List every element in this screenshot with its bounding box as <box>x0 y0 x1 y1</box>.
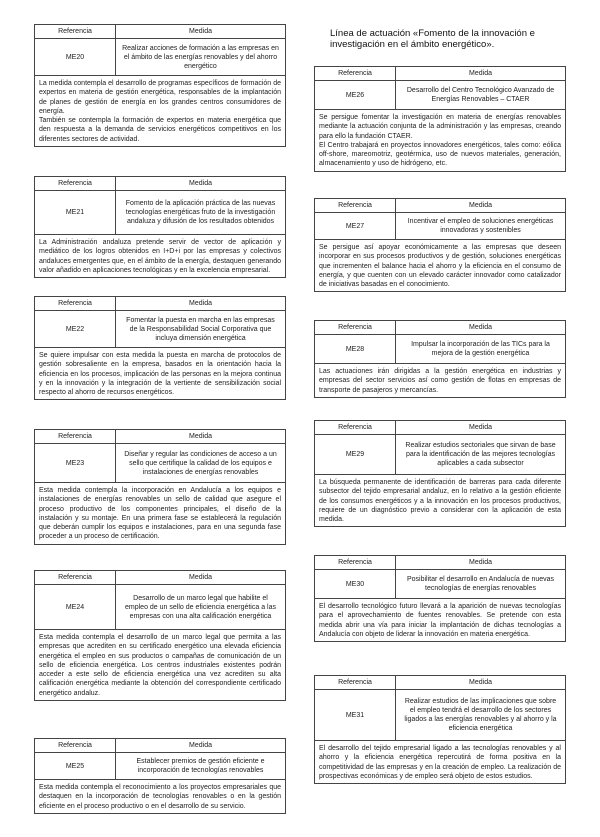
description-paragraph: La medida contempla el desarrollo de programas específicos de formación de expertos en materia de gestión energética, responsables de la implantación de planes de gestión de energía en los grandes centros consumidores de energía. <box>39 80 281 115</box>
ref-header: Referencia <box>315 321 396 334</box>
measure-block-me28 <box>314 320 566 398</box>
measure-row <box>35 39 285 76</box>
ref-header: Referencia <box>315 421 396 434</box>
description-paragraph: El Centro trabajará en proyectos innovadores energéticos, tales como: eólica off-shore, mareomotriz, geotérmica, uso de nuevos materiales, generación, almacenamiento y uso de hidrógeno, etc. <box>319 141 561 168</box>
med-header: Medida <box>189 300 212 307</box>
measure-row <box>35 191 285 235</box>
measure-title: Fomento de la aplicación práctica de las nuevas tecnologías energéticas fruto de la investigación andaluza y difusión de los resultados obtenidos <box>125 200 276 225</box>
measure-block-me23 <box>34 429 286 545</box>
ref-header: Referencia <box>35 297 116 310</box>
ref-header: Referencia <box>35 571 116 584</box>
measure-description <box>35 780 285 813</box>
measure-description <box>35 630 285 700</box>
med-header: Medida <box>189 574 212 581</box>
measure-row <box>315 81 565 110</box>
measure-block-me30 <box>314 555 566 642</box>
measure-code: ME23 <box>35 444 116 482</box>
measure-block-me21 <box>34 176 286 278</box>
measure-row <box>315 213 565 240</box>
measure-block-me20 <box>34 24 286 147</box>
measure-code: ME29 <box>315 435 396 474</box>
table-header <box>35 739 285 753</box>
measure-block-me24 <box>34 570 286 701</box>
measure-row <box>35 444 285 483</box>
measure-description <box>315 240 565 291</box>
ref-header: Referencia <box>315 556 396 569</box>
measure-row <box>35 585 285 630</box>
measure-title: Realizar estudios sectoriales que sirvan de base para la identificación de las mejores tecnologías aplicables a cada subsector <box>405 442 556 467</box>
description-paragraph: Se persigue fomentar la investigación en materia de energías renovables mediante la actuación conjunta de la administración y las empresas, creando para ello la fundación CTAER. <box>319 114 561 140</box>
description-paragraph: Las actuaciones irán dirigidas a la gestión energética en industrias y empresas del sector servicios así como gestión de flotas en empresas de transporte de pasajeros y mercancías. <box>319 368 561 394</box>
med-header: Medida <box>189 28 212 35</box>
ref-header: Referencia <box>315 199 396 212</box>
measure-title: Diseñar y regular las condiciones de acceso a un sello que certifique la calidad de los equipos e instalaciones de energías renovables <box>124 450 277 476</box>
measure-description <box>315 599 565 641</box>
measure-row <box>315 435 565 475</box>
med-header: Medida <box>469 202 492 209</box>
table-header <box>315 67 565 81</box>
med-header: Medida <box>469 70 492 77</box>
med-header: Medida <box>189 433 212 440</box>
measure-code: ME30 <box>315 570 396 598</box>
description-paragraph: Esta medida contempla el desarrollo de un marco legal que permita a las empresas que acrediten en su certificado energético una elevada eficiencia energética el empleo en sus productos o campañas de comunicación de un sello de eficiencia energética. Los centros industriales existentes podrán acceder a este sello de eficiencia energética una vez acrediten su alta calificación energética mediante la obtención del correspondiente certificado energético andaluz. <box>39 634 281 697</box>
measure-title: Establecer premios de gestión eficiente e incorporación de tecnologías renovables <box>136 758 265 774</box>
table-header <box>315 199 565 213</box>
description-paragraph: Se persigue así apoyar económicamente a las empresas que deseen incorporar en sus procesos productivos y de gestión, soluciones energéticas que incrementen el balance hacia el ahorro y la eficiencia en el consumo de energía, y que cuenten con un elevado carácter innovador como catalizador de iniciativas basadas en el conocimiento. <box>319 244 561 289</box>
measure-title: Realizar estudios de las implicaciones que sobre el empleo tendrá el desarrollo de los sectores ligados a las energías renovables y al ahorro y la eficiencia energética <box>404 698 557 732</box>
measure-code: ME21 <box>35 191 116 234</box>
section-title: Línea de actuación «Fomento de la innovación e investigación en el ámbito energético». <box>330 28 535 50</box>
measure-title: Posibilitar el desarrollo en Andalucía de nuevas tecnologías de energías renovables <box>406 576 555 592</box>
measure-title: Incentivar el empleo de soluciones energéticas innovadoras y sostenibles <box>407 218 554 234</box>
ref-header: Referencia <box>315 67 396 80</box>
ref-header: Referencia <box>35 430 116 443</box>
measure-code: ME22 <box>35 311 116 347</box>
measure-block-me29 <box>314 420 566 527</box>
measure-description <box>315 110 565 171</box>
measure-description <box>35 76 285 146</box>
table-header <box>35 297 285 311</box>
ref-header: Referencia <box>35 25 116 38</box>
measure-description <box>35 235 285 277</box>
description-paragraph: El desarrollo tecnológico futuro llevará a la aparición de nuevas tecnologías para el aprovechamiento de fuentes renovables. Se pretende con esta medida abrir una vía para iniciar la implantación de dichas tecnologías a Andalucía con objeto de liderar la innovación en materia energética. <box>319 603 561 638</box>
measure-description <box>315 741 565 783</box>
measure-code: ME24 <box>35 585 116 629</box>
table-header <box>35 571 285 585</box>
table-header <box>35 430 285 444</box>
measure-title: Fomentar la puesta en marcha en las empresas de la Responsabilidad Social Corporativa que incluya dimensión energética <box>126 316 275 342</box>
measure-row <box>35 753 285 780</box>
med-header: Medida <box>469 324 492 331</box>
med-header: Medida <box>469 559 492 566</box>
ref-header: Referencia <box>315 676 396 689</box>
description-paragraph: El desarrollo del tejido empresarial ligado a las tecnologías renovables y al ahorro y la eficiencia energética repercutirá de forma positiva en la competitividad de las empresas y en la creación de empleo. La realización de prospectivas económicas y de empleo será objeto de estos estudios. <box>319 745 561 780</box>
description-paragraph: La Administración andaluza pretende servir de vector de aplicación y mediático de los logros obtenidos en I+D+i por las empresas y colectivos andaluces emergentes que, en el ámbito de la energía, destaquen generando valor añadido en aplicaciones tecnológicas y en la excelencia empresarial. <box>39 239 281 274</box>
measure-block-me26 <box>314 66 566 172</box>
med-header: Medida <box>469 679 492 686</box>
table-header <box>315 421 565 435</box>
measure-code: ME26 <box>315 81 396 109</box>
measure-block-me27 <box>314 198 566 292</box>
measure-row <box>315 335 565 364</box>
measure-code: ME27 <box>315 213 396 239</box>
measure-description <box>315 475 565 526</box>
measure-description <box>35 483 285 544</box>
description-paragraph: Esta medida contempla la incorporación en Andalucía a los equipos e instalaciones de energías renovables un sello de calidad que asegure el proceso productivo de los componentes principales, el diseño de la instalación y su montaje. En una primera fase se establecerá la regulación que deberán cumplir los equipos e instalaciones, para en una segunda fase proceder a un proceso de certificación. <box>39 487 281 541</box>
table-header <box>315 676 565 690</box>
table-header <box>35 25 285 39</box>
measure-description <box>35 348 285 399</box>
measure-title: Impulsar la incorporación de las TICs para la mejora de la gestión energética <box>411 341 550 357</box>
measure-description <box>315 364 565 397</box>
description-paragraph: La búsqueda permanente de identificación de barreras para cada diferente subsector del tejido empresarial andaluz, en lo relativo a la gestión eficiente de los consumos energéticos y a la innovación en los procesos productivos, requiere de un diagnóstico previo a considerar con la aplicación de esta medida. <box>319 479 561 524</box>
measure-title: Desarrollo de un marco legal que habilite el empleo de un sello de eficiencia energética a las empresas con una alta calificación energética <box>125 594 276 620</box>
measure-code: ME31 <box>315 690 396 740</box>
measure-title: Realizar acciones de formación a las empresas en el ámbito de las energías renovables y del ahorro energético <box>122 44 279 70</box>
med-header: Medida <box>189 180 212 187</box>
description-paragraph: Esta medida contempla el reconocimiento a los proyectos empresariales que destaquen en la incorporación de tecnologías renovables o en la gestión eficiente en el proceso productivo o en el desarrollo de su servicio. <box>39 784 281 810</box>
description-paragraph: Se quiere impulsar con esta medida la puesta en marcha de protocolos de gestión sobresaliente en la empresa, basados en la orientación hacia la eficiencia en los procesos, implicación de las personas en la mejora continua y en la innovación y la integración de la vertiente de sensibilización social respecto al ahorro de recursos energéticos. <box>39 352 281 397</box>
ref-header: Referencia <box>35 177 116 190</box>
measure-row <box>315 690 565 741</box>
ref-header: Referencia <box>35 739 116 752</box>
measure-code: ME28 <box>315 335 396 363</box>
measure-code: ME25 <box>35 753 116 779</box>
med-header: Medida <box>189 742 212 749</box>
table-header <box>315 556 565 570</box>
measure-title: Desarrollo del Centro Tecnológico Avanzado de Energías Renovables – CTAER <box>406 87 555 103</box>
table-header <box>315 321 565 335</box>
measure-block-me31 <box>314 675 566 784</box>
measure-row <box>315 570 565 599</box>
measure-block-me22 <box>34 296 286 400</box>
table-header <box>35 177 285 191</box>
med-header: Medida <box>469 424 492 431</box>
measure-block-me25 <box>34 738 286 814</box>
measure-row <box>35 311 285 348</box>
description-paragraph: También se contempla la formación de expertos en materia energética que den respuesta a la demanda de servicios energéticos competitivos en los diferentes sectores de actividad. <box>39 117 281 143</box>
measure-code: ME20 <box>35 39 116 75</box>
